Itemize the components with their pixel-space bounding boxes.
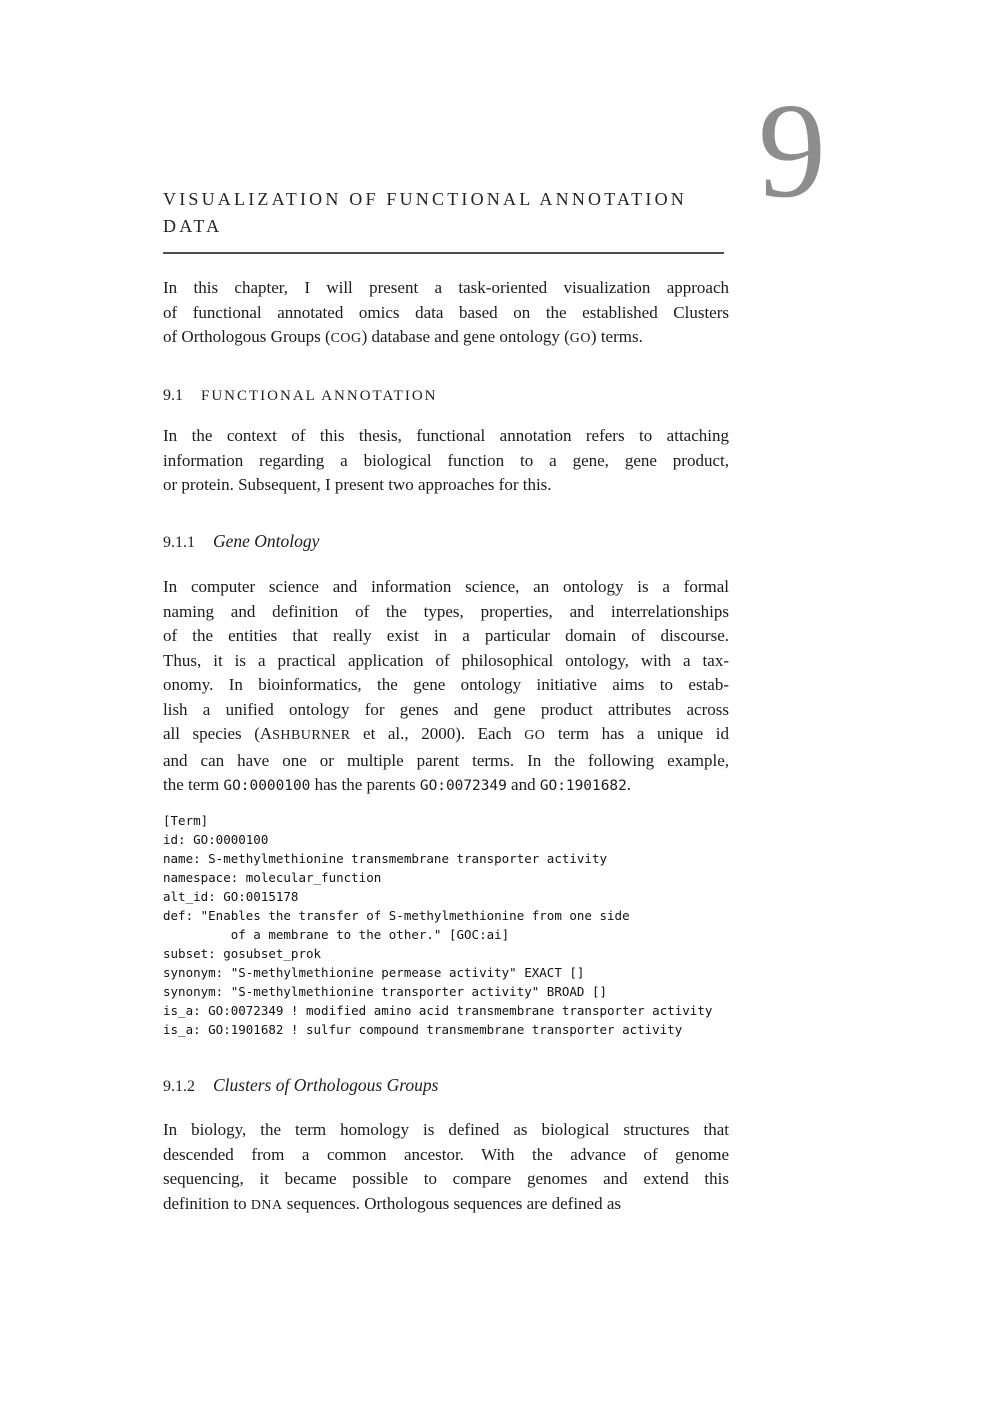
text-line <box>163 773 729 799</box>
text-line: and can have one or multiple parent terms. In the following example, <box>163 750 729 770</box>
intro-paragraph <box>163 276 729 352</box>
section-title: FUNCTIONAL ANNOTATION <box>201 388 438 404</box>
text-line: naming and definition of the types, properties, and interrelationships <box>163 601 729 621</box>
subsection-heading-9-1-2 <box>163 1075 438 1097</box>
inline-code-go-id: GO:1901682 <box>539 778 627 794</box>
acronym-go: GO <box>569 331 591 346</box>
text-segment: all species (A <box>163 724 273 743</box>
author-smallcaps: SHBURNER <box>272 728 351 743</box>
acronym-cog: COG <box>330 331 362 346</box>
inline-code-go-id: GO:0000100 <box>223 778 311 794</box>
text-line: lish a unified ontology for genes and gene product attributes across <box>163 699 729 719</box>
text-line: In this chapter, I will present a task-oriented visualization approach <box>163 278 729 297</box>
functional-annotation-paragraph <box>163 424 729 498</box>
gene-ontology-paragraph <box>163 575 729 799</box>
code-line: synonym: "S-methylmethionine transporter activity" BROAD [] <box>163 984 608 999</box>
text-segment: has the parents <box>310 775 420 794</box>
chapter-number: 9 <box>758 76 826 226</box>
chapter-title-line-1: VISUALIZATION OF FUNCTIONAL ANNOTATION <box>163 189 687 209</box>
subsection-number: 9.1.2 <box>163 1078 195 1095</box>
go-term-code-block <box>163 811 783 1039</box>
text-line: onomy. In bioinformatics, the gene ontology initiative aims to estab- <box>163 675 729 694</box>
code-line: of a membrane to the other." [GOC:ai] <box>163 927 510 942</box>
text-line: In the context of this thesis, functional annotation refers to attaching <box>163 426 729 445</box>
section-heading-9-1 <box>163 383 437 406</box>
text-line <box>163 722 729 749</box>
code-line: is_a: GO:0072349 ! modified amino acid transmembrane transporter activity <box>163 1003 713 1018</box>
text-segment: sequences. Orthologous sequences are defined as <box>282 1193 621 1213</box>
inline-code-go-id: GO:0072349 <box>419 778 507 794</box>
subsection-title: Gene Ontology <box>213 531 320 551</box>
text-line: sequencing, it became possible to compare genomes and extend this <box>163 1169 729 1188</box>
text-segment: of Orthologous Groups ( <box>163 327 331 346</box>
code-line: namespace: molecular_function <box>163 870 382 885</box>
text-segment: ) terms. <box>590 327 643 346</box>
text-line: In biology, the term homology is defined as biological structures that <box>163 1120 729 1139</box>
code-line: [Term] <box>163 813 209 828</box>
section-number: 9.1 <box>163 387 183 404</box>
text-line: of the entities that really exist in a particular domain of discourse. <box>163 626 729 645</box>
text-line: descended from a common ancestor. With the advance of genome <box>163 1144 729 1164</box>
code-line: id: GO:0000100 <box>163 832 269 847</box>
code-line: name: S-methylmethionine transmembrane transporter activity <box>163 851 608 866</box>
text-line: or protein. Subsequent, I present two approaches for this. <box>163 475 552 494</box>
text-line: Thus, it is a practical application of philosophical ontology, with a tax- <box>163 650 729 670</box>
text-line: In computer science and information science, an ontology is a formal <box>163 577 729 596</box>
text-segment: the term <box>163 775 224 794</box>
acronym-dna: DNA <box>250 1197 283 1213</box>
acronym-go: GO <box>524 728 546 743</box>
text-line <box>163 325 729 352</box>
subsection-title: Clusters of Orthologous Groups <box>213 1075 439 1095</box>
text-segment: definition to <box>163 1193 251 1213</box>
subsection-number: 9.1.1 <box>163 534 195 551</box>
code-line: alt_id: GO:0015178 <box>163 889 299 904</box>
code-line: def: "Enables the transfer of S-methylmethionine from one side <box>163 908 630 923</box>
code-line: subset: gosubset_prok <box>163 946 322 961</box>
cog-paragraph <box>163 1118 729 1218</box>
text-segment: and <box>506 775 540 794</box>
text-line <box>163 1192 729 1219</box>
text-segment: ) database and gene ontology ( <box>361 327 570 346</box>
text-segment: et al., 2000). Each <box>350 724 525 743</box>
text-segment: term has a unique id <box>545 724 729 743</box>
text-line: of functional annotated omics data based on the established Clusters <box>163 302 729 322</box>
chapter-title-line-2: DATA <box>163 216 223 236</box>
chapter-title <box>163 186 763 240</box>
code-line: is_a: GO:1901682 ! sulfur compound transmembrane transporter activity <box>163 1022 683 1037</box>
subsection-heading-9-1-1 <box>163 531 319 553</box>
text-segment: . <box>626 775 632 794</box>
code-line: synonym: "S-methylmethionine permease activity" EXACT [] <box>163 965 585 980</box>
text-line: information regarding a biological function to a gene, gene product, <box>163 450 729 470</box>
title-rule <box>163 252 724 254</box>
